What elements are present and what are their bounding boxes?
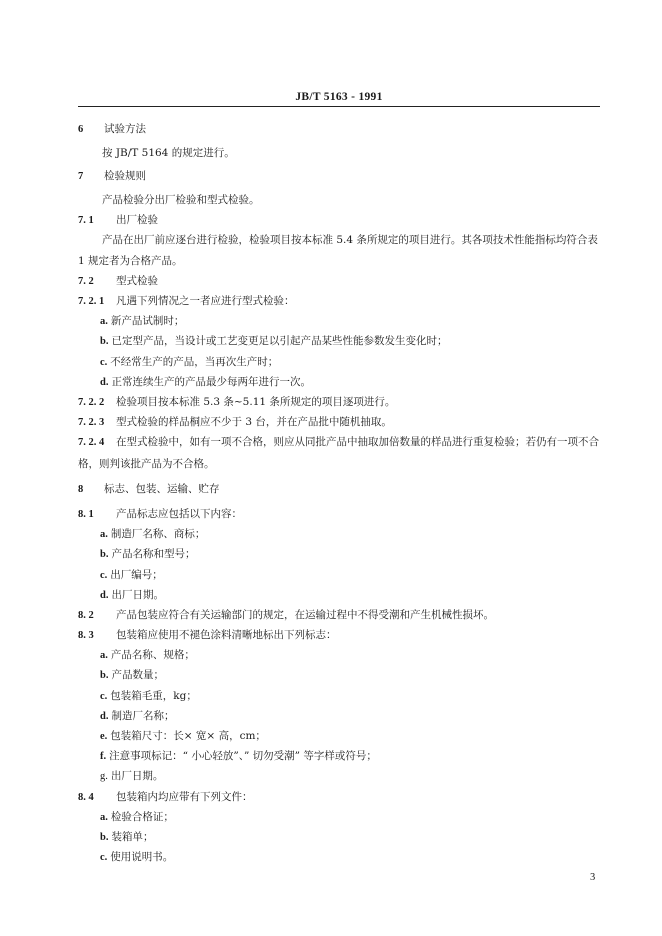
list-item: g. 出厂日期。 bbox=[100, 770, 164, 783]
section-number: 7. 2. 3 bbox=[78, 417, 105, 429]
list-item: a. 新产品试制时； bbox=[100, 315, 185, 328]
list-item: e. 包装箱尺寸：长× 宽× 高，cm； bbox=[100, 730, 266, 742]
section-8-1 bbox=[78, 504, 600, 524]
clause-text: 产品标志应包括以下内容： bbox=[116, 507, 242, 520]
list-item: a. 制造厂名称、商标； bbox=[100, 528, 206, 541]
section-title: 检验规则 bbox=[104, 170, 146, 183]
section-title: 试验方法 bbox=[104, 123, 146, 135]
section-number: 7. 2. 1 bbox=[78, 296, 105, 308]
section-8-4 bbox=[78, 787, 600, 807]
page-number: 3 bbox=[590, 872, 596, 883]
section-7-1-heading bbox=[78, 210, 600, 230]
clause-text: 包装箱应使用不褪色涂料清晰地标出下列标志： bbox=[116, 629, 337, 642]
section-number: 7. 1 bbox=[78, 215, 94, 227]
section-number: 8. 3 bbox=[78, 630, 94, 642]
section-title: 型式检验 bbox=[116, 274, 158, 287]
document-code-header: JB/T 5163 - 1991 bbox=[295, 91, 383, 103]
section-8-2 bbox=[78, 605, 600, 625]
section-8-heading bbox=[78, 479, 600, 499]
section-number: 6 bbox=[78, 124, 84, 135]
document-body bbox=[78, 119, 600, 867]
list-item: c. 不经常生产的产品，当再次生产时； bbox=[100, 355, 279, 368]
list-item: d. 出厂日期。 bbox=[100, 588, 164, 601]
section-number: 8 bbox=[78, 483, 84, 495]
list-item: d. 制造厂名称； bbox=[100, 709, 175, 722]
section-number: 7. 2. 2 bbox=[78, 396, 105, 408]
list-item: d. 正常连续生产的产品最少每两年进行一次。 bbox=[100, 375, 311, 388]
clause-text: 凡遇下列情况之一者应进行型式检验： bbox=[116, 295, 295, 308]
section-7-2-3 bbox=[78, 412, 600, 432]
section-title: 出厂检验 bbox=[116, 214, 158, 227]
section-number: 7 bbox=[78, 171, 84, 183]
section-number: 8. 2 bbox=[78, 609, 94, 621]
section-number: 8. 4 bbox=[78, 791, 94, 803]
list-item: c. 出厂编号； bbox=[100, 568, 163, 581]
section-7-2-4 bbox=[78, 432, 600, 473]
header-rule bbox=[78, 106, 600, 107]
section-7-text: 产品检验分出厂检验和型式检验。 bbox=[102, 194, 260, 207]
clause-text: 型式检验的样品桐应不少于 3 台，并在产品批中随机抽取。 bbox=[116, 416, 392, 429]
section-7-heading bbox=[78, 166, 600, 186]
list-item: a. 检验合格证； bbox=[100, 810, 174, 823]
clause-text: 包装箱内均应带有下列文件： bbox=[116, 790, 253, 803]
list-item: a. 产品名称、规格； bbox=[100, 649, 195, 662]
section-number: 7. 2 bbox=[78, 275, 94, 287]
section-7-1-text: 产品在出厂前应逐台进行检验，检验项目按本标准 5.4 条所规定的项目进行。其各项技术性能指标均符合表 1 规定者为合格产品。 bbox=[78, 234, 598, 267]
list-item: b. 装箱单； bbox=[100, 830, 154, 843]
list-item: c. 使用说明书。 bbox=[100, 851, 174, 864]
section-7-2-2 bbox=[78, 392, 600, 412]
list-item: b. 产品名称和型号； bbox=[100, 548, 196, 561]
section-title: 标志、包装、运输、贮存 bbox=[104, 482, 220, 495]
section-6-text: 按 JB/T 5164 的规定进行。 bbox=[102, 146, 235, 159]
section-6-heading bbox=[78, 119, 600, 139]
clause-text: 产品包装应符合有关运输部门的规定，在运输过程中不得受潮和产生机械性损坏。 bbox=[116, 608, 494, 621]
list-item: c. 包装箱毛重，kg； bbox=[100, 689, 197, 702]
section-8-3 bbox=[78, 625, 600, 645]
list-item: b. 产品数量； bbox=[100, 669, 164, 682]
section-7-2-1 bbox=[78, 291, 600, 311]
section-number: 8. 1 bbox=[78, 508, 94, 520]
list-item: f. 注意事项标记：“ 小心轻放”、” 切勿受潮” 等字样或符号； bbox=[100, 750, 377, 763]
clause-text: 检验项目按本标准 5.3 条~5.11 条所规定的项目逐项进行。 bbox=[116, 395, 396, 408]
section-number: 7. 2. 4 bbox=[78, 437, 105, 449]
clause-text: 在型式检验中，如有一项不合格，则应从同批产品中抽取加倍数量的样品进行重复检验；若仍有一项不合格，则判该批产品为不合格。 bbox=[78, 436, 599, 470]
section-7-2-heading bbox=[78, 271, 600, 291]
list-item: b. 已定型产品，当设计或工艺变更足以引起产品某些性能参数发生变化时； bbox=[100, 335, 448, 348]
